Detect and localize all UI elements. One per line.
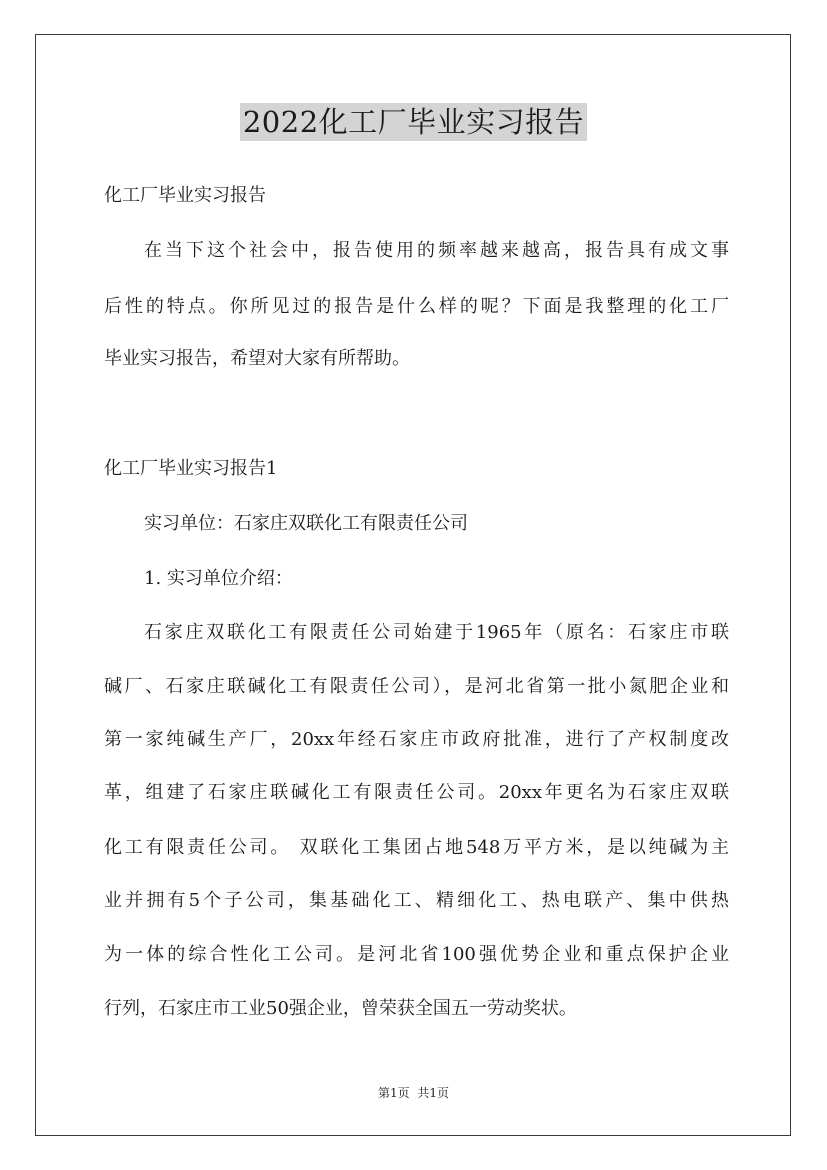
body-paragraph-line-6: 业并拥有5个子公司，集基础化工、精细化工、热电联产、集中供热	[104, 890, 729, 911]
unit-intro-heading: 1. 实习单位介绍：	[144, 568, 293, 589]
document-title: 2022化工厂毕业实习报告	[240, 103, 587, 141]
intro-paragraph-line-2: 后性的特点。你所见过的报告是什么样的呢？下面是我整理的化工厂	[104, 296, 729, 317]
page-footer	[0, 1084, 827, 1101]
page-number: 第1页	[377, 1086, 410, 1100]
body-paragraph-line-1: 石家庄双联化工有限责任公司始建于1965年（原名：石家庄市联	[144, 622, 729, 643]
body-paragraph-line-4: 革，组建了石家庄联碱化工有限责任公司。20xx年更名为石家庄双联	[104, 782, 729, 803]
subtitle-line: 化工厂毕业实习报告	[104, 185, 266, 206]
page-total: 共1页	[417, 1086, 450, 1100]
body-paragraph-line-5: 化工有限责任公司。 双联化工集团占地548万平方米，是以纯碱为主	[104, 837, 729, 858]
body-paragraph-line-7: 为一体的综合性化工公司。是河北省100强优势企业和重点保护企业	[104, 944, 729, 965]
intro-paragraph-line-1: 在当下这个社会中，报告使用的频率越来越高，报告具有成文事	[144, 240, 729, 261]
section-heading: 化工厂毕业实习报告1	[104, 458, 278, 479]
body-paragraph-line-3: 第一家纯碱生产厂，20xx年经石家庄市政府批准，进行了产权制度改	[104, 729, 729, 750]
internship-unit-line: 实习单位：石家庄双联化工有限责任公司	[144, 513, 468, 534]
document-title-block	[0, 100, 827, 141]
body-paragraph-line-2: 碱厂、石家庄联碱化工有限责任公司），是河北省第一批小氮肥企业和	[104, 676, 729, 697]
body-paragraph-line-8: 行列，石家庄市工业50强企业，曾荣获全国五一劳动奖状。	[104, 998, 577, 1019]
intro-paragraph-line-3: 毕业实习报告，希望对大家有所帮助。	[104, 348, 410, 369]
